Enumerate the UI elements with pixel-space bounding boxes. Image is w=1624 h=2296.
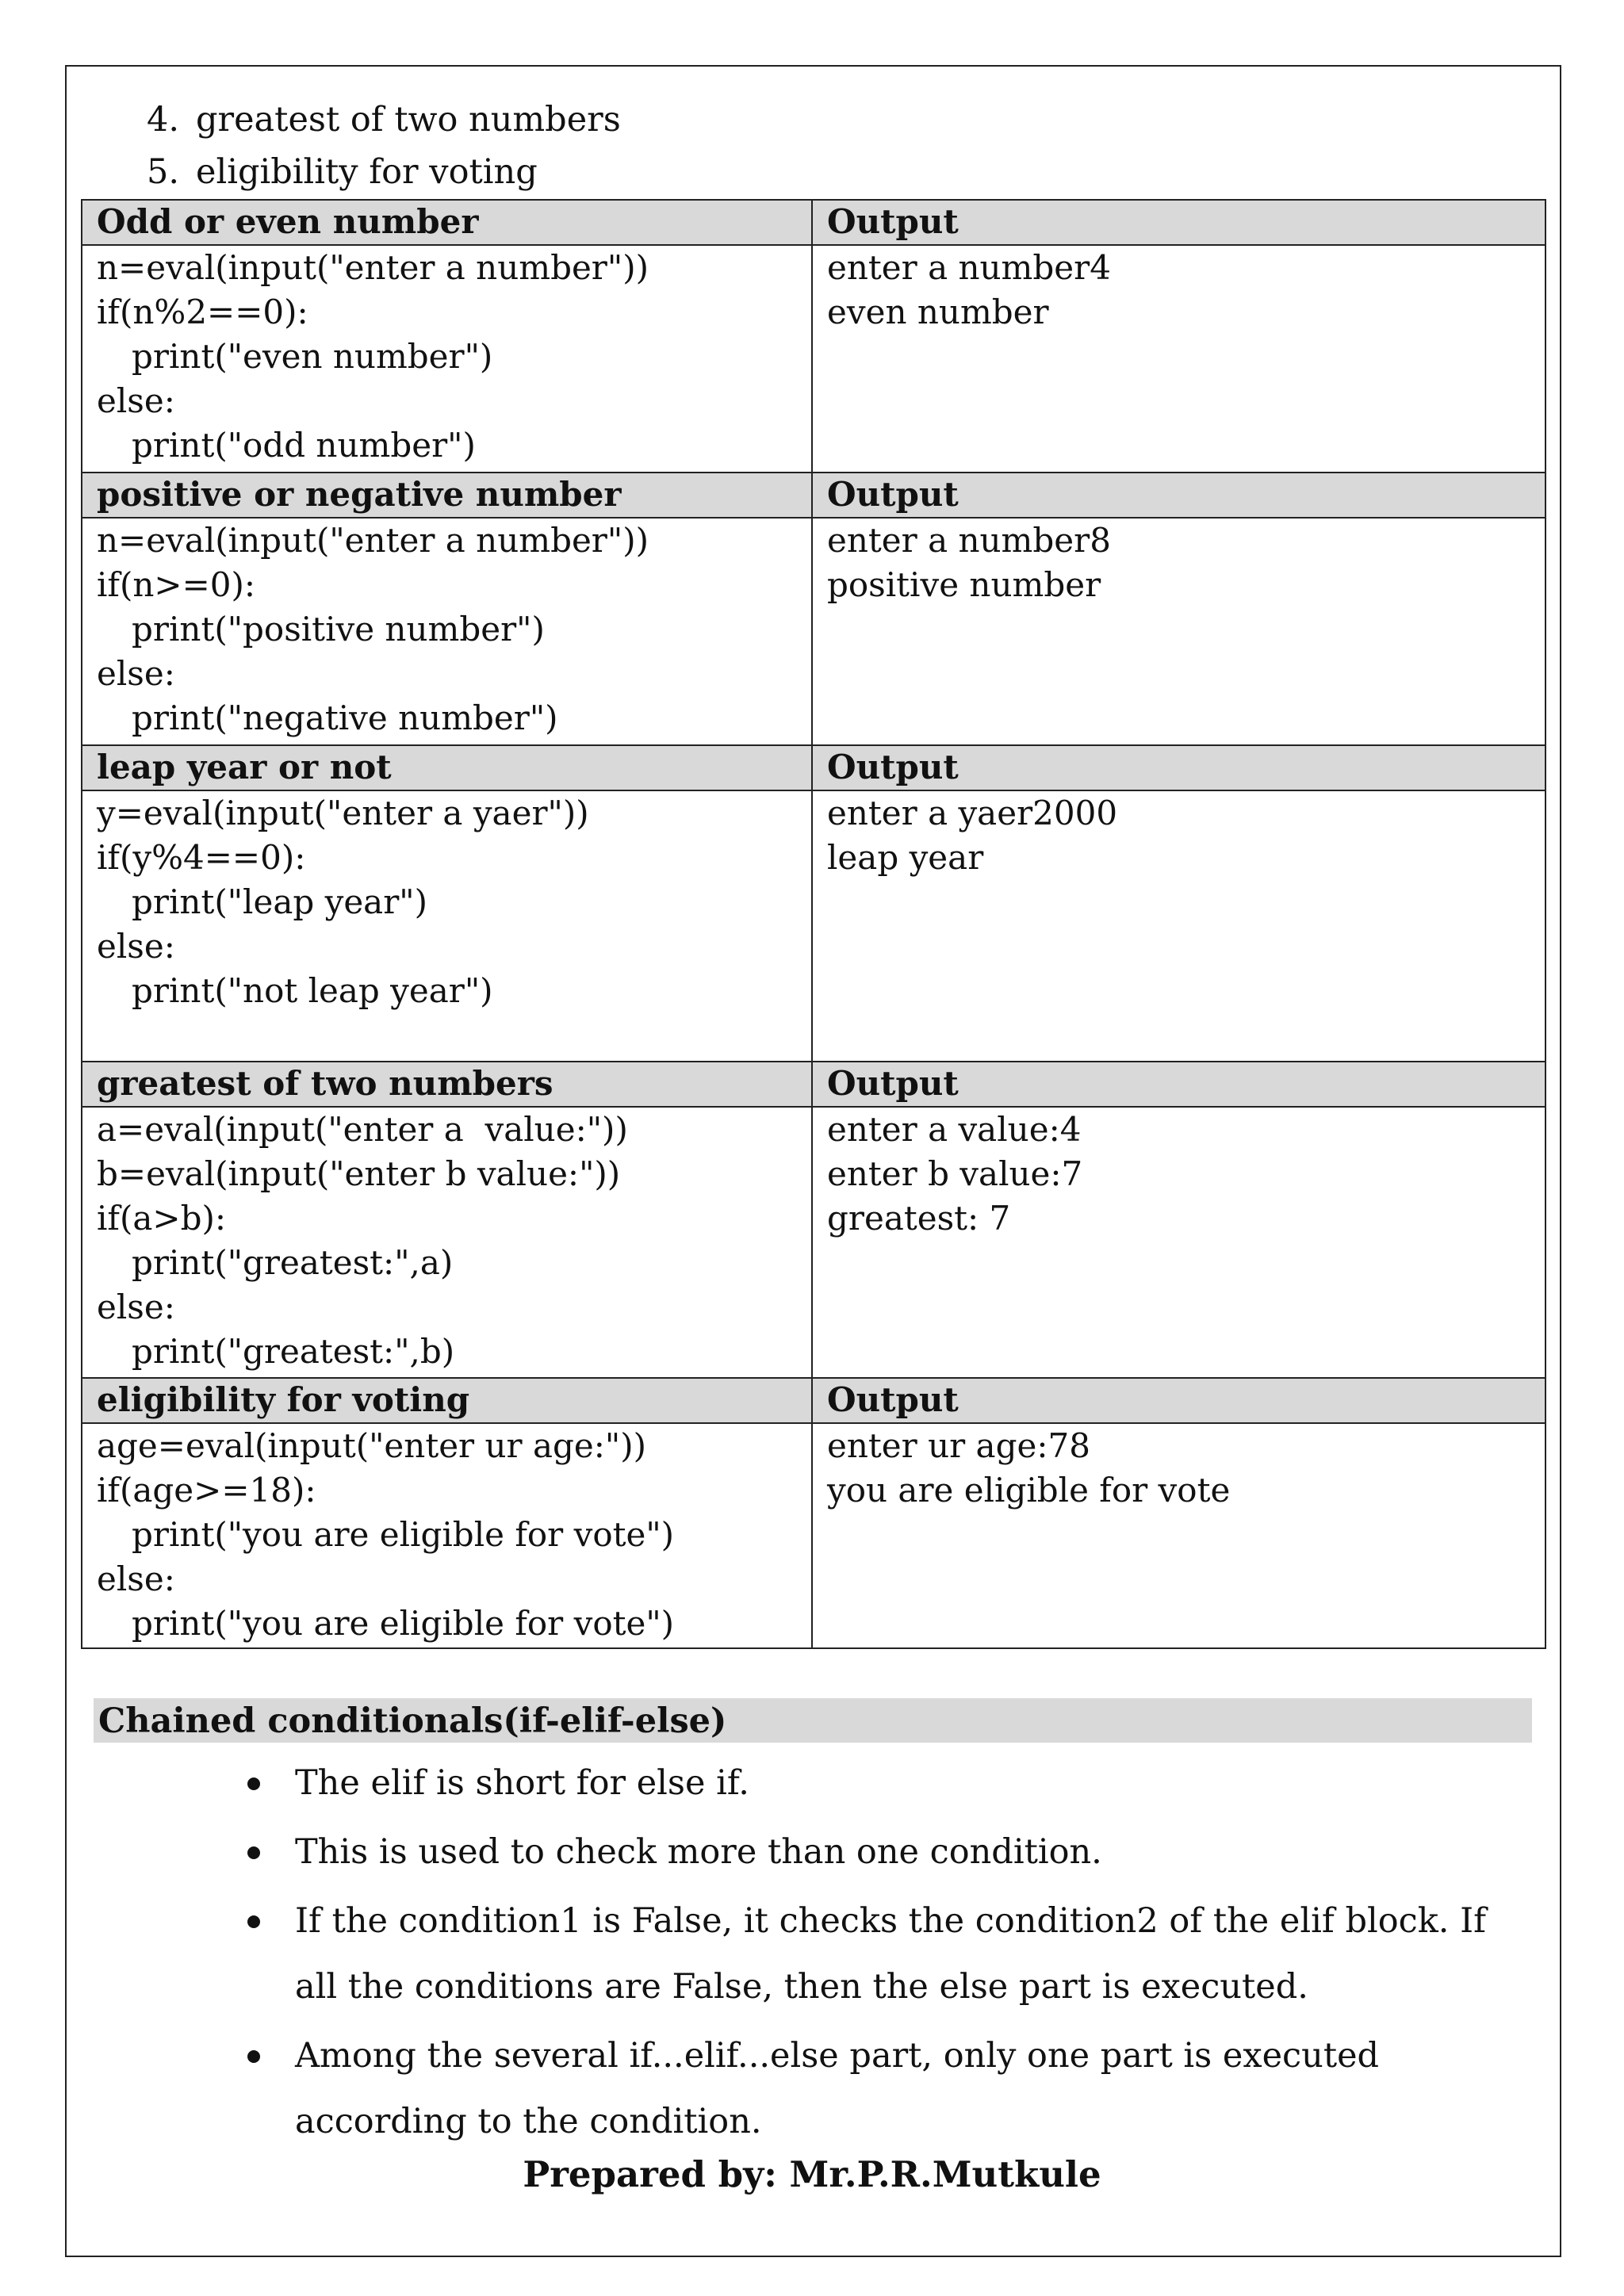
output-line: enter a number8 — [827, 521, 1111, 560]
program-title: Odd or even number — [82, 200, 812, 245]
bullet-dot-icon — [247, 1846, 260, 1859]
code-line: print("not leap year") — [132, 971, 493, 1010]
output-line: enter b value:7 — [827, 1154, 1083, 1193]
code-line: if(y%4==0): — [97, 838, 306, 877]
program-title: leap year or not — [82, 745, 812, 790]
code-line: print("you are eligible for vote") — [132, 1515, 675, 1554]
program-title: positive or negative number — [82, 473, 812, 518]
list-item — [147, 146, 621, 198]
code-line: if(n%2==0): — [97, 293, 308, 331]
code-line: if(age>=18): — [97, 1471, 316, 1510]
output-cell — [812, 245, 1545, 473]
output-line: you are eligible for vote — [827, 1471, 1231, 1510]
code-line: if(a>b): — [97, 1199, 227, 1238]
code-cell — [82, 1423, 812, 1648]
code-line: print("even number") — [132, 337, 493, 376]
footer-credit: Prepared by: Mr.P.R.Mutkule — [523, 2153, 1101, 2195]
code-cell — [82, 1107, 812, 1378]
bullet-text: This is used to check more than one condition. — [295, 1832, 1102, 1872]
code-cell — [82, 518, 812, 745]
code-line: n=eval(input("enter a number")) — [97, 521, 649, 560]
programs-table — [81, 199, 1546, 1649]
table-header-row — [82, 200, 1545, 245]
bullet-item — [246, 1751, 1522, 1816]
table-header-row — [82, 1378, 1545, 1423]
table-row — [82, 790, 1545, 1062]
code-line: else: — [97, 381, 175, 420]
bullet-item — [246, 2023, 1522, 2155]
code-line: print("greatest:",a) — [132, 1243, 454, 1282]
output-header: Output — [812, 1378, 1545, 1423]
output-line: greatest: 7 — [827, 1199, 1011, 1238]
table-row — [82, 245, 1545, 473]
bullet-dot-icon — [247, 2050, 260, 2063]
code-line: y=eval(input("enter a yaer")) — [97, 794, 589, 832]
output-line: positive number — [827, 565, 1101, 604]
code-line: else: — [97, 927, 175, 966]
numbered-list — [147, 94, 621, 198]
code-line: else: — [97, 1288, 175, 1326]
bullet-item — [246, 1820, 1522, 1885]
output-header: Output — [812, 473, 1545, 518]
output-cell — [812, 518, 1545, 745]
table-row — [82, 1107, 1545, 1378]
table-header-row — [82, 1062, 1545, 1107]
table-row — [82, 1423, 1545, 1648]
output-line: enter a yaer2000 — [827, 794, 1118, 832]
bullet-text: If the condition1 is False, it checks the condition2 of the elif block. If all the conditions are False, then the else part is executed. — [295, 1901, 1486, 2007]
code-line: a=eval(input("enter a value:")) — [97, 1110, 628, 1149]
output-line: enter a value:4 — [827, 1110, 1082, 1149]
list-item — [147, 94, 621, 146]
output-line: leap year — [827, 838, 984, 877]
code-line: if(n>=0): — [97, 565, 256, 604]
bullet-list — [246, 1751, 1522, 2158]
code-line: b=eval(input("enter b value:")) — [97, 1154, 621, 1193]
output-header: Output — [812, 745, 1545, 790]
list-text: greatest of two numbers — [196, 100, 621, 140]
output-line: enter a number4 — [827, 248, 1111, 287]
table-row — [82, 518, 1545, 745]
table-header-row — [82, 473, 1545, 518]
section-heading: Chained conditionals(if-elif-else) — [94, 1698, 1532, 1743]
list-number: 4. — [147, 100, 180, 140]
code-line: age=eval(input("enter ur age:")) — [97, 1426, 646, 1465]
output-line: even number — [827, 293, 1049, 331]
table-header-row — [82, 745, 1545, 790]
code-line: print("you are eligible for vote") — [132, 1604, 675, 1643]
output-cell — [812, 790, 1545, 1062]
output-header: Output — [812, 200, 1545, 245]
output-header: Output — [812, 1062, 1545, 1107]
code-line: else: — [97, 1559, 175, 1598]
code-line: print("negative number") — [132, 698, 558, 737]
code-line: print("greatest:",b) — [132, 1332, 455, 1371]
code-cell — [82, 245, 812, 473]
bullet-item — [246, 1888, 1522, 2020]
code-line: print("positive number") — [132, 610, 545, 649]
program-title: eligibility for voting — [82, 1378, 812, 1423]
output-cell — [812, 1107, 1545, 1378]
output-line: enter ur age:78 — [827, 1426, 1090, 1465]
code-line: else: — [97, 654, 175, 693]
code-line: n=eval(input("enter a number")) — [97, 248, 649, 287]
program-title: greatest of two numbers — [82, 1062, 812, 1107]
bullet-dot-icon — [247, 1777, 260, 1790]
code-line: print("odd number") — [132, 426, 476, 465]
code-cell — [82, 790, 812, 1062]
list-text: eligibility for voting — [196, 152, 538, 192]
code-line: print("leap year") — [132, 882, 427, 921]
output-cell — [812, 1423, 1545, 1648]
bullet-text: Among the several if...elif...else part, only one part is executed according to the condition. — [295, 2036, 1380, 2141]
bullet-text: The elif is short for else if. — [295, 1763, 749, 1803]
list-number: 5. — [147, 152, 180, 192]
bullet-dot-icon — [247, 1915, 260, 1928]
